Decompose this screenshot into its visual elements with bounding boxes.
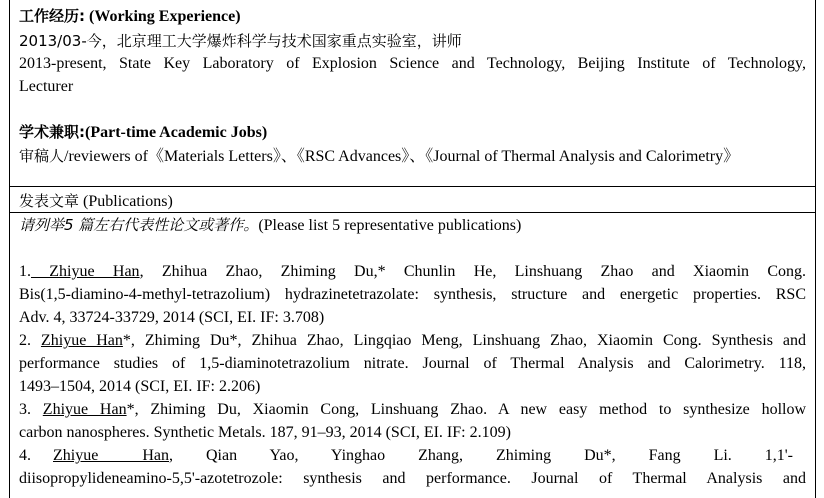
publications-instruction: 请列举5 篇左右代表性论文或著作。(Please list 5 representative publications) xyxy=(19,216,522,234)
author-name: Zhiyue Han xyxy=(42,401,127,418)
publication-item-line: Adv. 4, 33724-33729, 2014 (SCI, EI. IF: 3.708) xyxy=(19,309,325,326)
author-name: Zhiyue Han xyxy=(31,263,140,280)
publication-item-line: performance studies of 1,5-diaminotetrazolium nitrate. Journal of Thermal Analysis and Calorimetry. 118, xyxy=(19,355,806,372)
publication-item-line: diisopropylideneamino-5,5'-azotetrozole: synthesis and performance. Journal of Thermal Analysis and xyxy=(19,470,806,487)
parttime-reviewers: 审稿人/reviewers of《Materials Letters》、《RSC Advances》、《Journal of Thermal Analysis and Calorimetry》 xyxy=(19,147,740,165)
working-experience-cn: 2013/03-今，北京理工大学爆炸科学与技术国家重点实验室，讲师 xyxy=(19,32,462,50)
publication-item: 3. Zhiyue Han*, Zhiming Du, Xiaomin Cong, Linshuang Zhao. A new easy method to synthesize hollow xyxy=(19,401,807,418)
working-experience-heading: 工作经历: (Working Experience) xyxy=(19,7,241,25)
author-name: Zhiyue Han xyxy=(53,447,169,464)
publication-item-line: Bis(1,5-diamino-4-methyl-tetrazolium) hydrazinetetrazolate: synthesis, structure and energetic properties. RSC xyxy=(19,286,806,303)
publications-header: 发表文章 (Publications) xyxy=(19,192,173,210)
publication-item: 1. Zhiyue Han, Zhihua Zhao, Zhiming Du,* Chunlin He, Linshuang Zhao and Xiaomin Cong. xyxy=(19,263,807,280)
divider xyxy=(9,212,815,213)
working-experience-en: 2013-present, State Key Laboratory of Explosion Science and Technology, Beijing Institute of Technology, xyxy=(19,55,806,72)
divider xyxy=(9,186,815,187)
author-name: Zhiyue Han xyxy=(40,332,123,349)
publication-item-line: 1493–1504, 2014 (SCI, EI. IF: 2.206) xyxy=(19,378,261,395)
publication-item: 2. Zhiyue Han*, Zhiming Du*, Zhihua Zhao, Lingqiao Meng, Linshuang Zhao, Xiaomin Cong. Synthesis and xyxy=(19,332,807,349)
working-experience-en-cont: Lecturer xyxy=(19,78,74,95)
publication-item-line: carbon nanospheres. Synthetic Metals. 187, 91–93, 2014 (SCI, EI. IF: 2.109) xyxy=(19,424,511,441)
publication-item: 4. Zhiyue Han, Qian Yao, Yinghao Zhang, Zhiming Du*, Fang Li. 1,1'- xyxy=(19,445,806,467)
parttime-heading: 学术兼职:(Part-time Academic Jobs) xyxy=(19,123,268,141)
